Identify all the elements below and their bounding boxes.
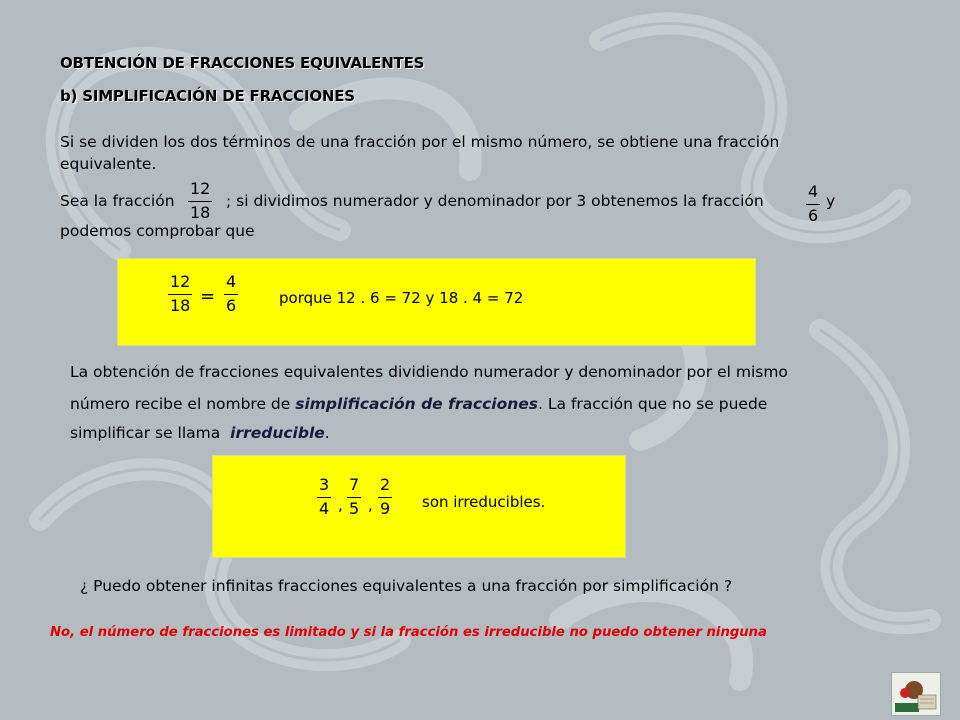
numerator: 4 [808, 182, 819, 201]
fraction-4-6 [806, 183, 820, 225]
example-text-b: ; si dividimos numerador y denominador por 3 obtenemos la fracción [226, 192, 764, 210]
irreducible-label: son irreducibles. [422, 493, 546, 511]
equivalence-box [117, 258, 756, 346]
numerator: 12 [170, 272, 191, 291]
definition-text: simplificar se llama [70, 424, 231, 442]
fraction-3-4 [317, 476, 331, 518]
intro-line-1: Si se dividen los dos términos de una fracción por el mismo número, se obtiene una fracción [60, 133, 780, 151]
example-line-2: podemos comprobar que [60, 222, 255, 240]
definition-line-2 [70, 393, 767, 415]
definition-text: . [324, 424, 330, 442]
fraction-12-18 [168, 273, 192, 315]
term-simplificacion: simplificación de fracciones [295, 395, 539, 413]
denominator: 6 [226, 296, 237, 315]
answer-text: No, el número de fracciones es limitado y si la fracción es irreducible no puedo obtener ninguna [50, 625, 767, 640]
fraction-2-9 [378, 476, 392, 518]
denominator: 4 [319, 499, 330, 518]
term-irreducible: irreducible [230, 424, 325, 442]
fraction-bar [317, 497, 331, 498]
intro-line-2: equivalente. [60, 155, 157, 173]
numerator: 2 [380, 475, 391, 494]
separator-comma: , [338, 496, 343, 514]
fraction-7-5 [347, 476, 361, 518]
definition-text: . La fracción que no se puede [538, 395, 768, 413]
definition-line-1: La obtención de fracciones equivalentes dividiendo numerador y denominador por el mismo [70, 363, 788, 381]
home-thumbnail-icon[interactable] [891, 672, 941, 716]
fraction-bar [168, 294, 192, 295]
denominator: 18 [190, 203, 211, 222]
numerator: 3 [319, 475, 330, 494]
fraction-4-6 [224, 273, 238, 315]
example-text-c: y [826, 192, 836, 210]
section-subtitle: b) SIMPLIFICACIÓN DE FRACCIONES [60, 87, 355, 105]
denominator: 18 [170, 296, 191, 315]
numerator: 4 [226, 272, 237, 291]
equals-sign: = [200, 286, 216, 307]
page-title: OBTENCIÓN DE FRACCIONES EQUIVALENTES [60, 54, 425, 72]
denominator: 9 [380, 499, 391, 518]
fraction-12-18 [188, 180, 212, 222]
example-text-a: Sea la fracción [60, 192, 175, 210]
irreducible-examples-box [212, 455, 626, 558]
numerator: 7 [349, 475, 360, 494]
separator-comma: , [368, 496, 373, 514]
denominator: 5 [349, 499, 360, 518]
fraction-bar [806, 204, 820, 205]
equivalence-explanation: porque 12 . 6 = 72 y 18 . 4 = 72 [279, 289, 524, 307]
definition-line-3 [70, 422, 330, 444]
denominator: 6 [808, 206, 819, 225]
fraction-bar [188, 201, 212, 202]
thumbnail-graphic [892, 673, 940, 715]
fraction-bar [347, 497, 361, 498]
question-text: ¿ Puedo obtener infinitas fracciones equivalentes a una fracción por simplificación ? [80, 577, 733, 595]
numerator: 12 [190, 179, 211, 198]
fraction-bar [378, 497, 392, 498]
definition-text: número recibe el nombre de [70, 395, 296, 413]
fraction-bar [224, 294, 238, 295]
